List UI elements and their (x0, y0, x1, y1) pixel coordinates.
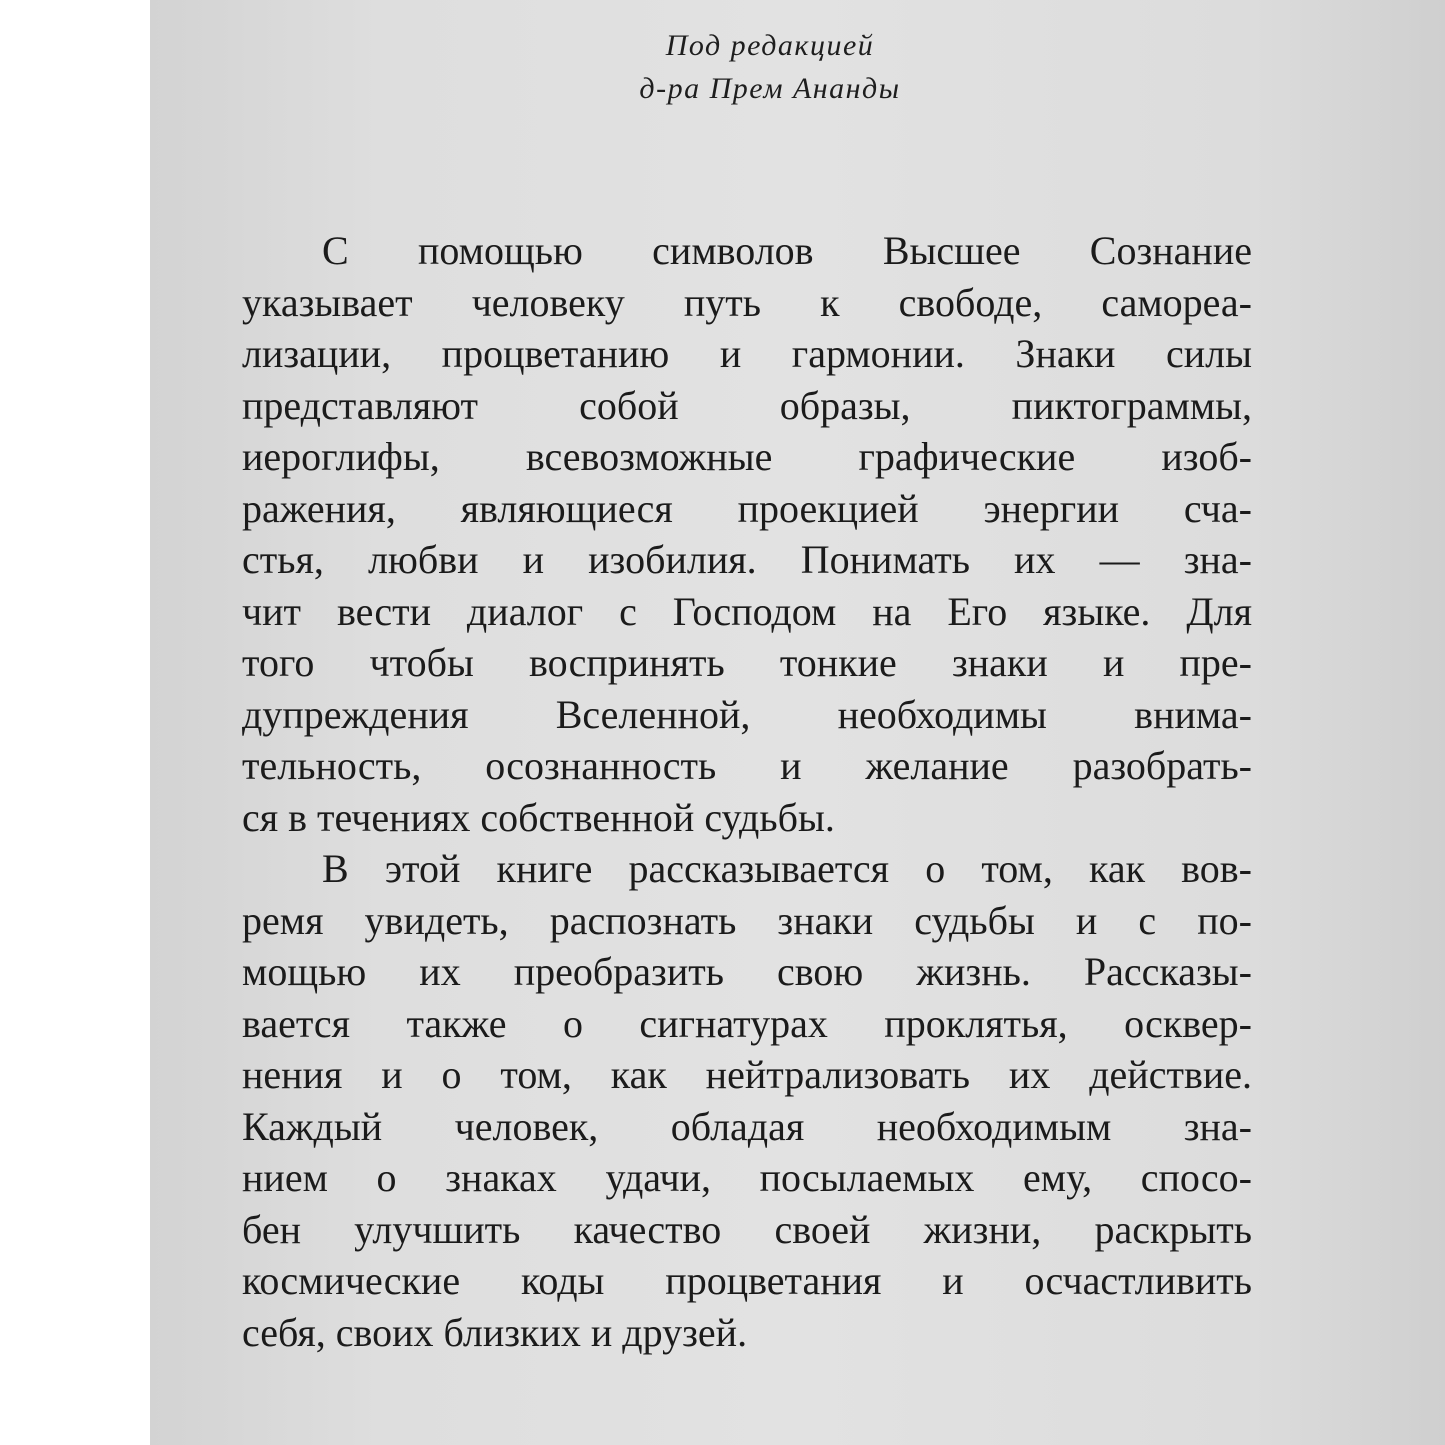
text-line: С помощью символов Высшее Сознание (322, 228, 1252, 273)
text-line: бен улучшить качество своей жизни, раскрыть (242, 1206, 1252, 1252)
text-line: ражения, являющиеся проекцией энергии сча- (242, 485, 1252, 531)
paragraph-1 (242, 225, 1252, 843)
text-line: ремя увидеть, распознать знаки судьбы и с по- (242, 897, 1252, 943)
editor-credit-line-2: д-ра Прем Ананды (639, 72, 901, 105)
book-annotation (242, 225, 1252, 1358)
text-line: космические коды процветания и осчастливить (242, 1258, 1252, 1303)
editor-credit-line-1: Под редакцией (665, 29, 875, 62)
text-line: иероглифы, всевозможные графические изоб- (242, 434, 1252, 479)
text-line: лизации, процветанию и гармонии. Знаки силы (242, 331, 1252, 376)
text-line: ся в течениях собственной судьбы. (242, 794, 835, 840)
text-line: нием о знаках удачи, посылаемых ему, спосо- (242, 1155, 1252, 1200)
text-line: нения и о том, как нейтрализовать их действие. (242, 1052, 1252, 1097)
text-line: чит вести диалог с Господом на Его языке. Для (242, 588, 1252, 634)
scanned-page (150, 0, 1445, 1445)
text-line: мощью их преобразить свою жизнь. Рассказы- (242, 949, 1252, 994)
editor-credit (530, 24, 1010, 110)
paragraph-2 (242, 843, 1252, 1358)
text-line: В этой книге рассказывается о том, как вов- (322, 846, 1252, 891)
text-line: того чтобы воспринять тонкие знаки и пре- (242, 640, 1252, 685)
text-line: представляют собой образы, пиктограммы, (242, 382, 1252, 428)
text-line: вается также о сигнатурах проклятья, осквер- (242, 1000, 1252, 1046)
text-line: Каждый человек, обладая необходимым зна- (242, 1103, 1252, 1149)
text-line: себя, своих близких и друзей. (242, 1309, 748, 1355)
text-line: дупреждения Вселенной, необходимы внима- (242, 691, 1252, 737)
text-line: тельность, осознанность и желание разобрать- (242, 743, 1252, 788)
text-line: стья, любви и изобилия. Понимать их — зна- (242, 537, 1252, 582)
text-line: указывает человеку путь к свободе, самореа- (242, 279, 1252, 325)
